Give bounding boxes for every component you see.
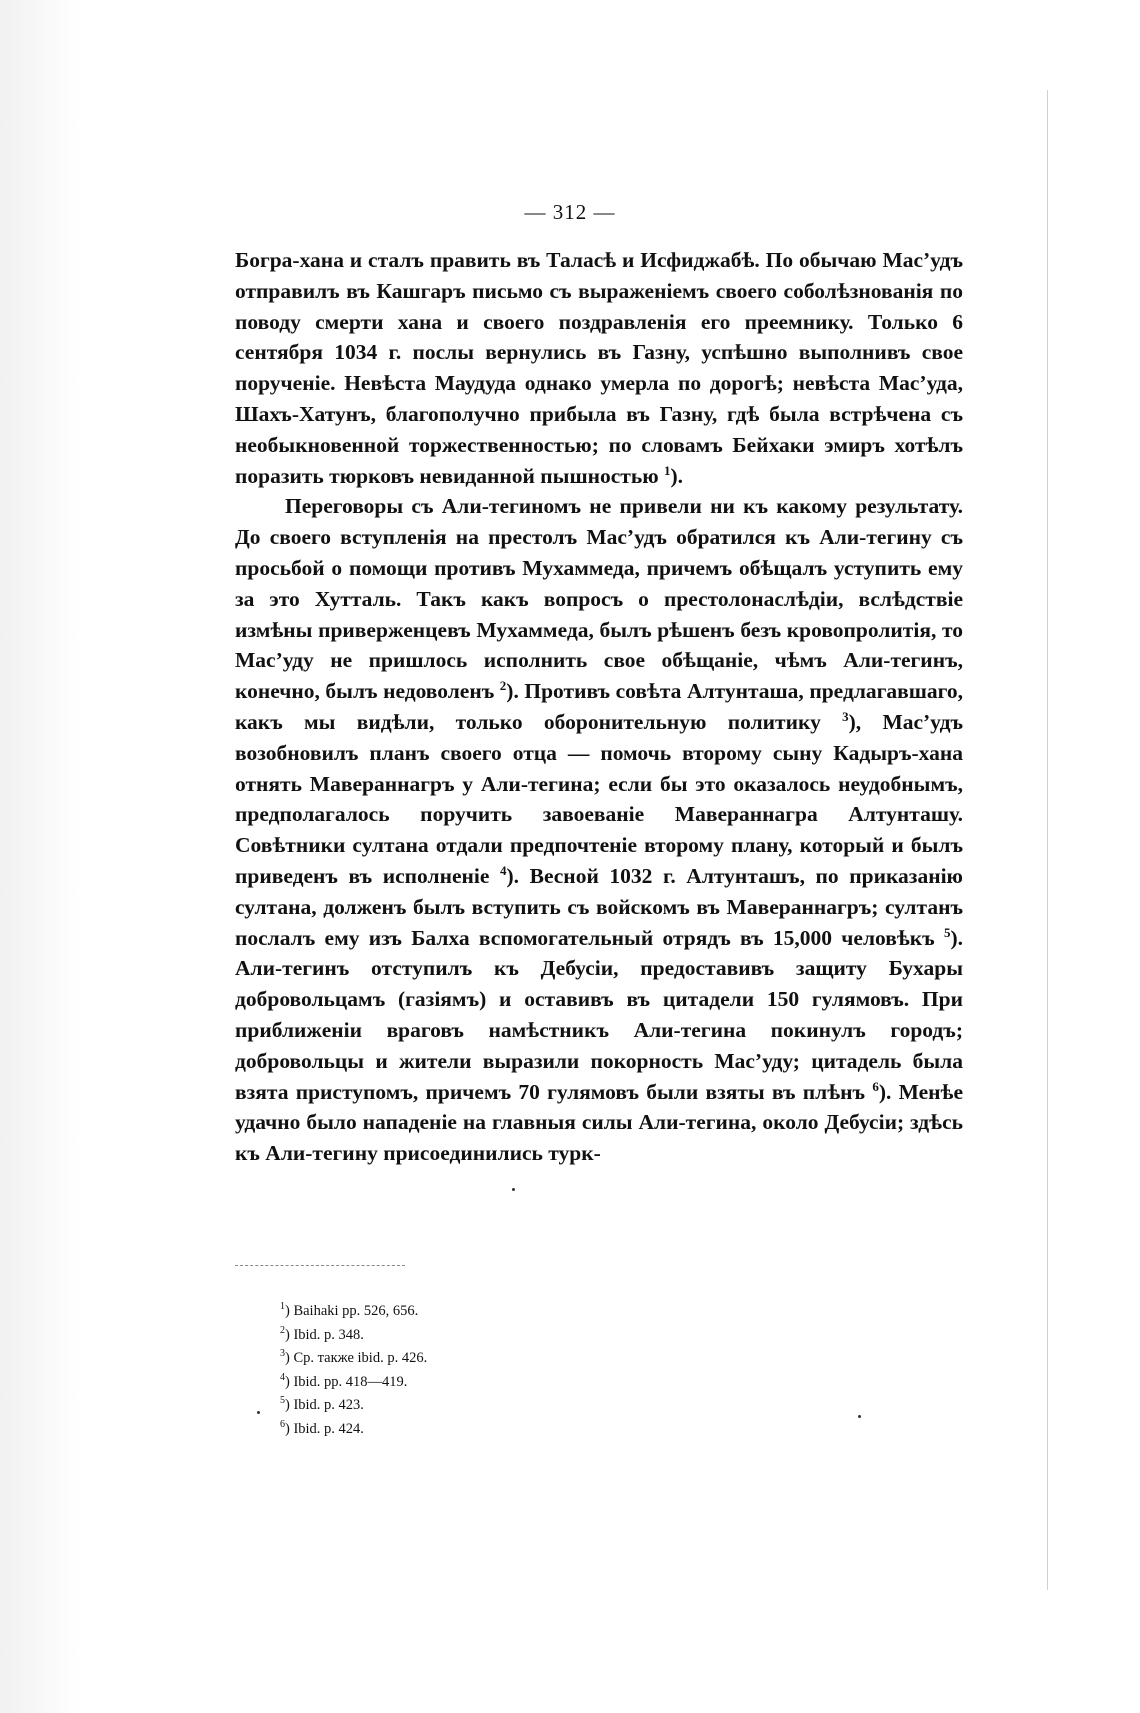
footnote-ref[interactable]: 2 — [499, 678, 507, 693]
footnotes — [280, 1300, 780, 1441]
footnote-text: ) Ibid. p. 348. — [285, 1326, 364, 1343]
footnote-text: ) Ср. также ibid. p. 426. — [285, 1350, 428, 1366]
footnote-ref[interactable]: 6 — [872, 1078, 879, 1094]
paragraph-1 — [235, 245, 963, 491]
footnote-item — [280, 1347, 780, 1371]
text-segment: Переговоры съ Али-тегиномъ не привели ни къ какому результату. До своего вступленія на престолъ Мас’удъ обратился къ Али-тегину съ просьбой о помощи противъ Мухаммеда, причемъ обѣщалъ уступить ему за это Хутталь. Такъ какъ вопросъ о престолонаслѣдіи, вслѣдствіе измѣны приверженцевъ Мухаммеда, былъ рѣшенъ безъ кровопролитія, то Мас’уду не пришлось исполнить свое обѣщаніе, чѣмъ Али-тегинъ, конечно, былъ недоволенъ — [235, 494, 963, 704]
scan-speck — [257, 1411, 260, 1414]
footnote-ref[interactable]: 3 — [842, 708, 849, 724]
footnote-mark: 1 — [280, 1301, 285, 1313]
footnote-mark: 5 — [280, 1395, 285, 1407]
footnote-mark: 4 — [280, 1371, 285, 1383]
footnote-separator — [235, 1265, 405, 1266]
footnote-item — [280, 1371, 780, 1395]
text-segment: ). — [670, 463, 684, 488]
footnote-text: ) Ibid. p. 423. — [285, 1397, 364, 1413]
footnote-item — [280, 1324, 780, 1348]
footnote-item — [280, 1394, 780, 1418]
scan-speck — [858, 1415, 861, 1418]
text-segment: ). Али-тегинъ отступилъ къ Дебусіи, предоставивъ защиту Бухары добровольцамъ (газіямъ) и оставивъ въ цитадели 150 гулямовъ. При приближеніи враговъ намѣстникъ Али-тегина покинулъ городъ; добровольцы и жители выразили покорность Мас’уду; цитадель была взята приступомъ, причемъ 70 гулямовъ были взяты въ плѣнъ — [235, 925, 963, 1104]
text-segment: Богра-хана и сталъ править въ Таласѣ и Исфиджабѣ. По обычаю Мас’удъ отправилъ въ Кашгаръ письмо съ выраженіемъ своего соболѣзнованія по поводу смерти хана и своего поздравленія его преемнику. Только 6 сентября 1034 г. послы вернулись въ Газну, успѣшно выполнивъ свое порученіе. Невѣста Маудуда однако умерла по дорогѣ; невѣста Мас’уда, Шахъ-Хатунъ, благополучно прибыла въ Газну, гдѣ была встрѣчена съ необыкновенной торжественностью; по словамъ Бейхаки эмиръ хотѣлъ поразить тюрковъ невиданной пышностью — [235, 248, 963, 488]
footnote-ref[interactable]: 1 — [664, 462, 671, 478]
footnote-text: ) Ibid. p. 424. — [285, 1420, 364, 1437]
footnote-ref[interactable]: 4 — [500, 862, 507, 878]
text-segment: ), Мас’удъ возобновилъ планъ своего отца — помочь второму сыну Кадыръ-хана отнять Мавераннагръ у Али-тегина; если бы это оказалось неудобнымъ, предполагалось поручить завоеваніе Мавераннагра Алтунташу. Совѣтники султана отдали предпочтеніе второму плану, который и былъ приведенъ въ исполненіе — [235, 709, 963, 888]
footnote-text: ) Baihaki pp. 526, 656. — [285, 1303, 419, 1319]
text-segment: ). Противъ совѣта Алтунташа, предлагавшаго, какъ мы видѣли, только оборонительную политику — [235, 679, 964, 734]
scan-speck — [512, 1188, 515, 1191]
scan-margin-line — [1047, 90, 1048, 1590]
footnote-ref[interactable]: 5 — [943, 924, 951, 940]
footnote-mark: 6 — [280, 1418, 285, 1430]
scan-edge-shadow — [0, 0, 80, 1713]
page-number: — 312 — — [524, 200, 616, 224]
footnote-mark: 2 — [280, 1324, 285, 1336]
footnote-text: ) Ibid. pp. 418—419. — [285, 1373, 408, 1390]
main-text — [235, 245, 963, 1169]
footnote-item — [280, 1418, 780, 1442]
footnote-mark: 3 — [280, 1348, 285, 1360]
footnote-item — [280, 1300, 780, 1324]
text-segment: ). Менѣе удачно было нападеніе на главныя силы Али-тегина, около Дебусіи; здѣсь къ Али-тегину присоединились турк- — [235, 1079, 963, 1166]
text-segment: ). Весной 1032 г. Алтунташъ, по приказанію султана, долженъ былъ вступить съ войскомъ въ Мавераннагръ; султанъ послалъ ему изъ Балха вспомогательный отрядъ въ 15,000 человѣкъ — [235, 863, 963, 950]
paragraph-2 — [235, 491, 963, 1169]
